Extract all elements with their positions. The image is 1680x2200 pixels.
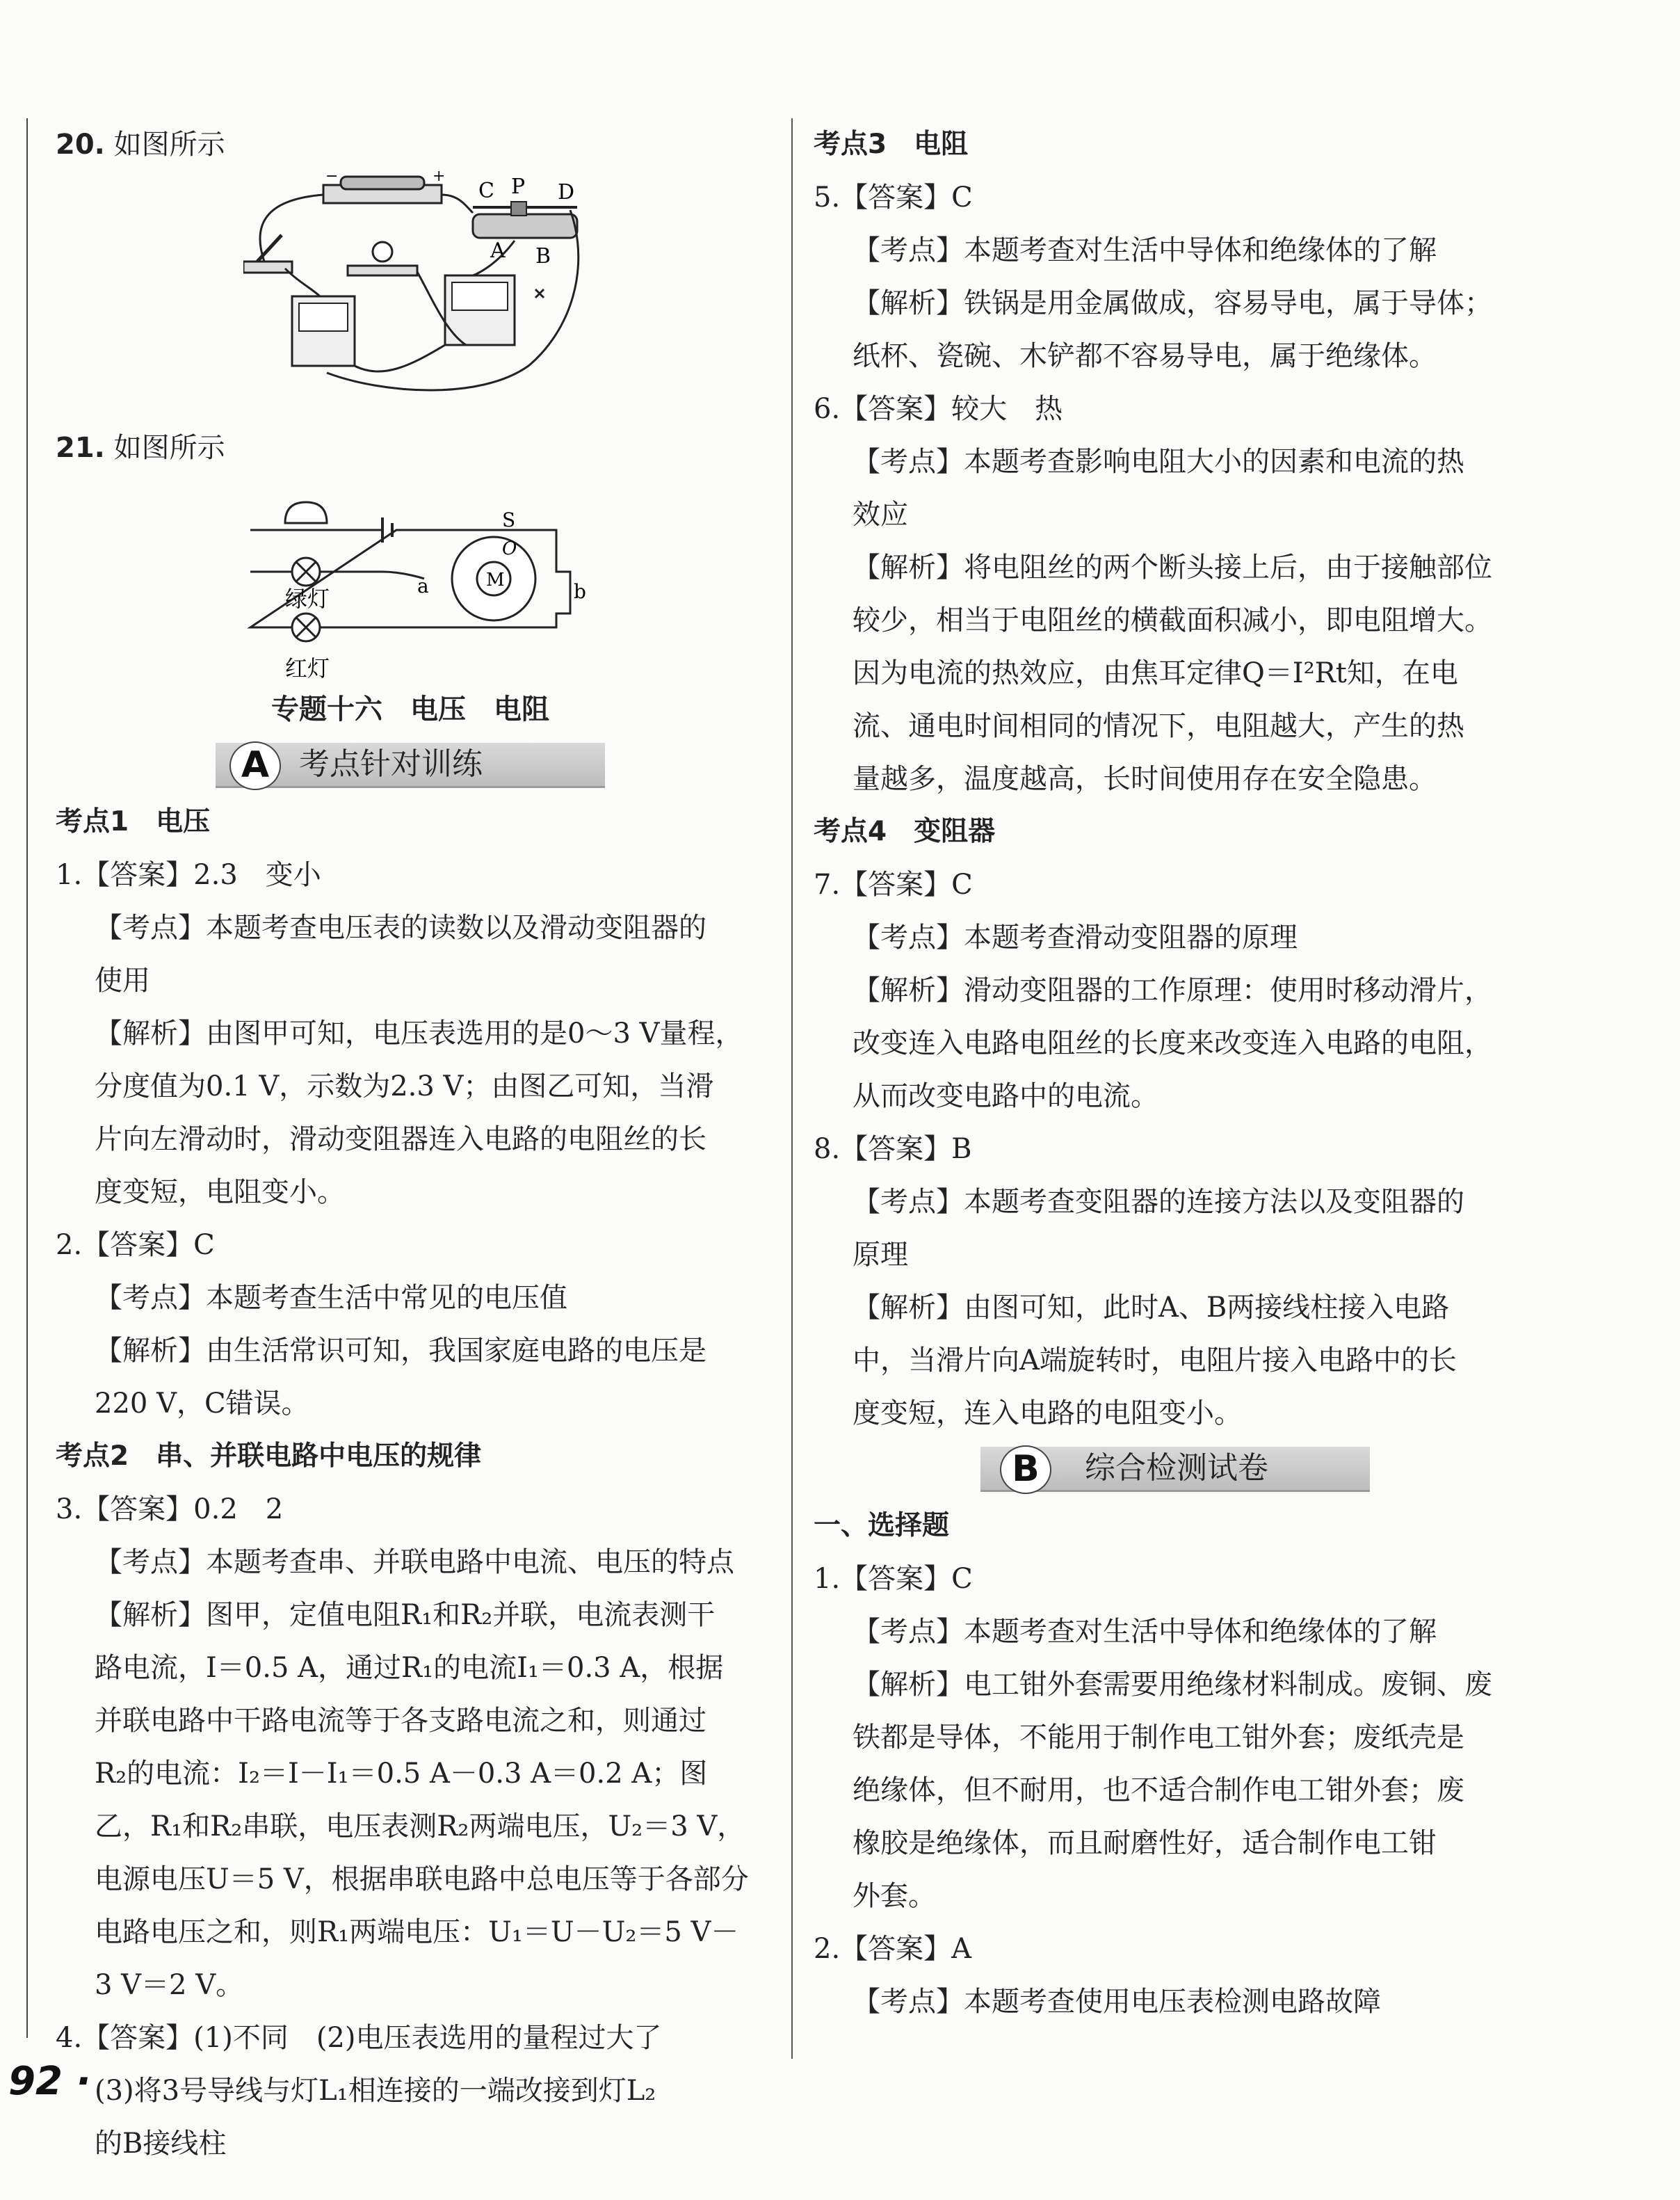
left-answer-line: 考点1 电压 (56, 806, 211, 837)
label-b-21: b (574, 580, 586, 603)
label-c: C (478, 179, 494, 203)
right-answer-line: 从而改变电路中的电流。 (853, 1080, 1158, 1112)
right-answer-line: 铁都是导体，不能用于制作电工钳外套；废纸壳是 (853, 1721, 1464, 1753)
right-answer-line: 【解析】由图可知，此时A、B两接线柱接入电路 (853, 1292, 1450, 1324)
right-answer-line: 考点4 变阻器 (814, 816, 996, 847)
left-margin-rule (26, 118, 28, 2038)
right-answer-line: 纸杯、瓷碗、木铲都不容易导电，属于绝缘体。 (853, 340, 1437, 372)
left-answer-line: (3)将3号导线与灯L₁相连接的一端改接到灯L₂ (95, 2075, 656, 2107)
left-answer-line: 片向左滑动时，滑动变阻器连入电路的电阻丝的长 (95, 1123, 706, 1155)
left-answer-line: R₂的电流：I₂＝I－I₁＝0.5 A－0.3 A＝0.2 A；图 (95, 1758, 708, 1790)
left-answers (56, 796, 765, 2170)
left-answer-line: 【解析】图甲，定值电阻R₁和R₂并联，电流表测干 (95, 1599, 716, 1631)
battery-minus: − (325, 171, 339, 185)
left-answer-line: 并联电路中干路电流等于各支路电流之和，则通过 (95, 1705, 706, 1737)
left-answer-line: 分度值为0.1 V，示数为2.3 V；由图乙可知，当滑 (95, 1070, 714, 1102)
battery-plus: + (433, 171, 446, 185)
label-d: D (558, 180, 575, 204)
label-o: O (502, 538, 517, 559)
right-answer-line: 原理 (853, 1239, 908, 1271)
label-green-lamp: 绿灯 (285, 586, 330, 612)
label-red-lamp: 红灯 (285, 655, 330, 682)
right-answer-line: 一、选择题 (814, 1510, 950, 1541)
right-answers-part2 (814, 1500, 1544, 2028)
right-answer-line: 【考点】本题考查对生活中导体和绝缘体的了解 (853, 1616, 1437, 1648)
banner-a-letter: A (229, 741, 281, 790)
right-answer-line: 【考点】本题考查使用电压表检测电路故障 (853, 1986, 1381, 2018)
right-column (814, 118, 1544, 2028)
bulb (348, 242, 417, 275)
right-answer-line: 【解析】将电阻丝的两个断头接上后，由于接触部位 (853, 552, 1492, 584)
right-answer-line: 度变短，连入电路的电阻变小。 (853, 1397, 1242, 1429)
right-answer-line: 因为电流的热效应，由焦耳定律Q＝I²Rt知，在电 (853, 657, 1458, 689)
right-answer-line: 效应 (853, 499, 908, 531)
label-a: A (490, 239, 506, 263)
right-answer-line: 绝缘体，但不耐用，也不适合制作电工钳外套；废 (853, 1774, 1464, 1806)
left-answer-line: 1.【答案】2.3 变小 (56, 859, 321, 891)
right-answer-line: 中，当滑片向A端旋转时，电阻片接入电路中的长 (853, 1344, 1457, 1376)
left-answer-line: 路电流，I＝0.5 A，通过R₁的电流I₁＝0.3 A，根据 (95, 1652, 724, 1684)
circuit-figure-21 (243, 474, 605, 683)
label-s: S (502, 508, 516, 531)
right-answer-line: 1.【答案】C (814, 1563, 973, 1595)
green-lamp-icon (292, 558, 320, 586)
circuit-figure-20 (243, 171, 633, 421)
q20-heading (56, 118, 765, 171)
banner-b-text: 综合检测试卷 (1085, 1450, 1268, 1486)
right-answer-line: 5.【答案】C (814, 182, 973, 214)
right-answer-line: 考点3 电阻 (814, 129, 969, 160)
right-answer-line: 流、通电时间相同的情况下，电阻越大，产生的热 (853, 710, 1464, 742)
banner-a (56, 740, 765, 789)
label-b: B (535, 244, 551, 268)
q21-number: 21. (56, 432, 105, 464)
left-answer-line: 【考点】本题考查串、并联电路中电流、电压的特点 (95, 1546, 734, 1578)
right-answer-line: 【考点】本题考查对生活中导体和绝缘体的了解 (853, 234, 1437, 266)
right-answer-line: 外套。 (853, 1880, 936, 1912)
left-answer-line: 220 V，C错误。 (95, 1388, 309, 1420)
topic-title: 专题十六 电压 电阻 (271, 693, 549, 725)
right-answer-line: 较少，相当于电阻丝的横截面积减小，即电阻增大。 (853, 604, 1492, 636)
left-answer-line: 【解析】由生活常识可知，我国家庭电路的电压是 (95, 1335, 706, 1367)
right-answer-line: 【考点】本题考查变阻器的连接方法以及变阻器的 (853, 1186, 1464, 1218)
right-answer-line: 7.【答案】C (814, 869, 973, 901)
right-answer-line: 【解析】电工钳外套需要用绝缘材料制成。废铜、废 (853, 1669, 1492, 1701)
page-number: 92 · (8, 2059, 91, 2104)
right-answer-line: 【考点】本题考查影响电阻大小的因素和电流的热 (853, 446, 1464, 478)
q21-text: 如图所示 (113, 432, 225, 464)
left-answer-line: 考点2 串、并联电路中电压的规律 (56, 1440, 482, 1472)
left-answer-line: 使用 (95, 965, 150, 997)
left-answer-line: 度变短，电阻变小。 (95, 1176, 345, 1208)
banner-b-letter: B (1000, 1445, 1051, 1494)
red-lamp-icon (292, 613, 320, 641)
banner-a-text: 考点针对训练 (299, 746, 483, 782)
switch (243, 235, 292, 273)
right-answer-line: 【解析】滑动变阻器的工作原理：使用时移动滑片， (853, 974, 1492, 1006)
left-answer-line: 【考点】本题考查电压表的读数以及滑动变阻器的 (95, 912, 706, 944)
right-answer-line: 量越多，温度越高，长时间使用存在安全隐患。 (853, 763, 1437, 795)
right-answer-line: 【解析】铁锅是用金属做成，容易导电，属于导体； (853, 287, 1492, 319)
banner-b (814, 1444, 1544, 1493)
battery-box (323, 177, 442, 203)
right-answer-line: 8.【答案】B (814, 1133, 972, 1165)
left-answer-line: 的B接线柱 (95, 2128, 227, 2160)
left-column (56, 118, 765, 2170)
right-answer-line: 橡胶是绝缘体，而且耐磨性好，适合制作电工钳 (853, 1827, 1437, 1859)
left-answer-line: 4.【答案】(1)不同 (2)电压表选用的量程过大了 (56, 2022, 662, 2054)
right-answer-line: 2.【答案】A (814, 1933, 972, 1965)
left-answer-line: 【解析】由图甲可知，电压表选用的是0～3 V量程， (95, 1018, 743, 1050)
rheostat (473, 202, 577, 238)
left-answer-line: 2.【答案】C (56, 1229, 215, 1261)
left-answer-line: 【考点】本题考查生活中常见的电压值 (95, 1282, 567, 1314)
left-answer-line: 3 V＝2 V。 (95, 1969, 244, 2001)
label-m: M (486, 570, 505, 591)
q20-number: 20. (56, 129, 105, 161)
q21-heading (56, 421, 765, 474)
left-answer-line: 乙，R₁和R₂串联，电压表测R₂两端电压，U₂＝3 V， (95, 1810, 745, 1842)
left-answer-line: 3.【答案】0.2 2 (56, 1493, 284, 1525)
column-divider (791, 118, 793, 2059)
right-answers-part1 (814, 118, 1544, 1440)
q20-text: 如图所示 (113, 129, 225, 161)
bell-icon (285, 502, 327, 523)
label-p: P (511, 175, 526, 199)
left-answer-line: 电路电压之和，则R₁两端电压：U₁＝U－U₂＝5 V－ (95, 1916, 739, 1948)
right-answer-line: 6.【答案】较大 热 (814, 393, 1063, 425)
right-answer-line: 【考点】本题考查滑动变阻器的原理 (853, 922, 1298, 954)
left-answer-line: 电源电压U＝5 V，根据串联电路中总电压等于各部分 (95, 1863, 749, 1895)
meter-left (292, 296, 355, 366)
label-a-21: a (417, 575, 429, 597)
right-answer-line: 改变连入电路电阻丝的长度来改变连入电路的电阻， (853, 1027, 1492, 1059)
